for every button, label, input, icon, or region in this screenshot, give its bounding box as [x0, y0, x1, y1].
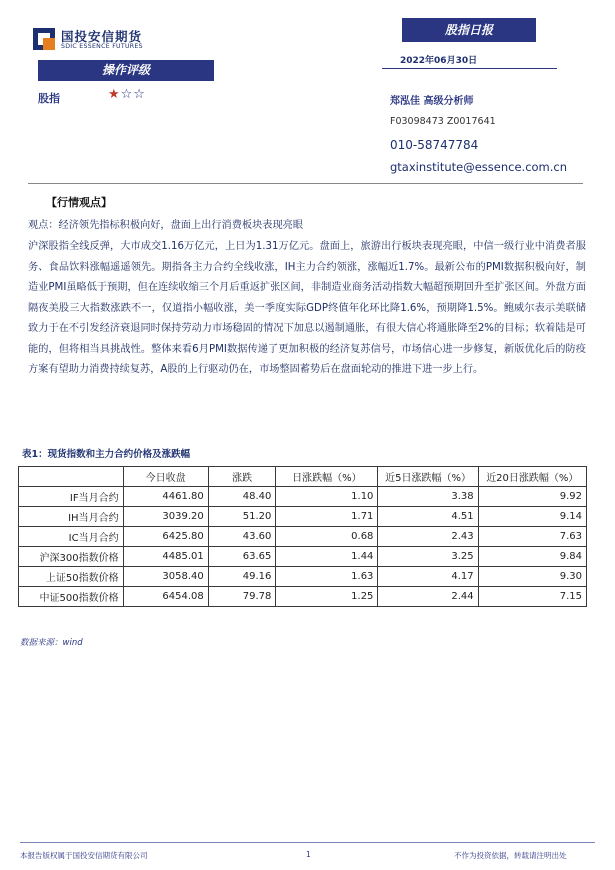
table-cell: 79.78 [208, 587, 276, 607]
table-cell: 6454.08 [123, 587, 208, 607]
table-cell: 1.44 [276, 547, 378, 567]
table-cell: 4.51 [378, 507, 478, 527]
table-row [19, 527, 587, 547]
table-cell: 1.63 [276, 567, 378, 587]
footer-copyright: 本报告版权属于国投安信期货有限公司 [20, 851, 148, 860]
table-cell: 51.20 [208, 507, 276, 527]
table-cell: 中证500指数价格 [19, 587, 124, 607]
header-divider [382, 68, 557, 69]
logo-name-en: SDIC ESSENCE FUTURES [61, 43, 143, 50]
table-cell: 3.38 [378, 487, 478, 507]
star-filled-icon: ★ [108, 87, 121, 102]
analyst-email[interactable]: gtaxinstitute@essence.com.cn [390, 160, 568, 174]
table-header-cell: 日涨跌幅（%） [276, 467, 378, 487]
table-cell: 48.40 [208, 487, 276, 507]
logo-name-cn: 国投安信期货 [61, 29, 143, 44]
table-header-cell: 涨跌 [208, 467, 276, 487]
table-cell: IH当月合约 [19, 507, 124, 527]
viewpoint-line: 观点：经济领先指标积极向好，盘面上出行消费板块表现亮眼 [28, 220, 304, 231]
analyst-codes: F03098473 Z0017641 [390, 116, 496, 127]
table-cell: 4485.01 [123, 547, 208, 567]
table-header-cell [19, 467, 124, 487]
table-cell: 9.92 [478, 487, 586, 507]
table-cell: 2.43 [378, 527, 478, 547]
table-cell: 3058.40 [123, 567, 208, 587]
table-cell: 9.30 [478, 567, 586, 587]
table-cell: 2.44 [378, 587, 478, 607]
section-divider [28, 183, 583, 184]
table-cell: 1.71 [276, 507, 378, 527]
table-cell: IC当月合约 [19, 527, 124, 547]
table-cell: 1.10 [276, 487, 378, 507]
report-date: 2022年06月30日 [400, 56, 478, 66]
table-header-cell: 近20日涨跌幅（%） [478, 467, 586, 487]
section-title: 【行情观点】 [46, 196, 112, 209]
data-source-note: 数据来源：wind [20, 638, 83, 648]
page-number: 1 [306, 850, 311, 859]
table-cell: 3039.20 [123, 507, 208, 527]
footer-disclaimer: 不作为投资依据，转载请注明出处 [454, 851, 567, 860]
table-cell: IF当月合约 [19, 487, 124, 507]
table-row [19, 567, 587, 587]
table-cell: 上证50指数价格 [19, 567, 124, 587]
table-cell: 63.65 [208, 547, 276, 567]
analyst-phone: 010-58747784 [390, 138, 479, 152]
table-title: 表1：现货指数和主力合约价格及涨跌幅 [22, 449, 191, 460]
table-header-row [19, 467, 587, 487]
table-cell: 4.17 [378, 567, 478, 587]
table-header-cell: 今日收盘 [123, 467, 208, 487]
star-empty-icon: ☆☆ [120, 87, 146, 102]
report-type-badge: 股指日报 [402, 18, 536, 42]
table-cell: 7.63 [478, 527, 586, 547]
table-cell: 6425.80 [123, 527, 208, 547]
table-cell: 9.14 [478, 507, 586, 527]
table-row [19, 487, 587, 507]
table-cell: 43.60 [208, 527, 276, 547]
table-row [19, 547, 587, 567]
company-logo [33, 26, 203, 56]
table-cell: 0.68 [276, 527, 378, 547]
market-commentary: 沪深股指全线反弹，大市成交1.16万亿元，上日为1.31万亿元。盘面上，旅游出行板块表现亮眼，中信一级行业中消费者服务、食品饮料涨幅遥遥领先。期指各主力合约全线收涨，IH主力合约领涨，涨幅近1.7%。最新公布的PMI数据积极向好，制造业PMI虽略低于预期，但在连续收缩三个月后重返扩张区间，非制造业商务活动指数大幅超预期回升至扩张区间。外盘方面隔夜美股三大指数涨跌不一，仅道指小幅收涨，美一季度实际GDP终值年化环比降1.6%，预期降1.5%。鲍威尔表示美联储致力于在不引发经济衰退同时保持劳动力市场稳固的情况下加息以遏制通胀，有很大信心将通胀降至2%的目标；软着陆是可能的，但将相当具挑战性。整体来看6月PMI数据传递了更加积极的经济复苏信号，市场信心进一步修复，新版优化后的防疫方案有望助力消费持续复苏，A股的上行驱动仍在，市场整固蓄势后在盘面轮动的推进下进一步上行。 [28, 241, 586, 375]
logo-mark-icon [33, 28, 55, 50]
table-cell: 4461.80 [123, 487, 208, 507]
footer-divider [20, 842, 595, 843]
table-header-cell: 近5日涨跌幅（%） [378, 467, 478, 487]
table-cell: 1.25 [276, 587, 378, 607]
analyst-name: 郑泓佳 高级分析师 [390, 96, 474, 107]
table-cell: 7.15 [478, 587, 586, 607]
table-cell: 9.84 [478, 547, 586, 567]
table-cell: 沪深300指数价格 [19, 547, 124, 567]
rating-bar: 操作评级 [38, 60, 214, 81]
price-table [18, 466, 587, 607]
table-row [19, 587, 587, 607]
rating-label: 股指 [38, 92, 60, 105]
rating-stars [108, 87, 146, 102]
table-cell: 3.25 [378, 547, 478, 567]
table-row [19, 507, 587, 527]
table-cell: 49.16 [208, 567, 276, 587]
